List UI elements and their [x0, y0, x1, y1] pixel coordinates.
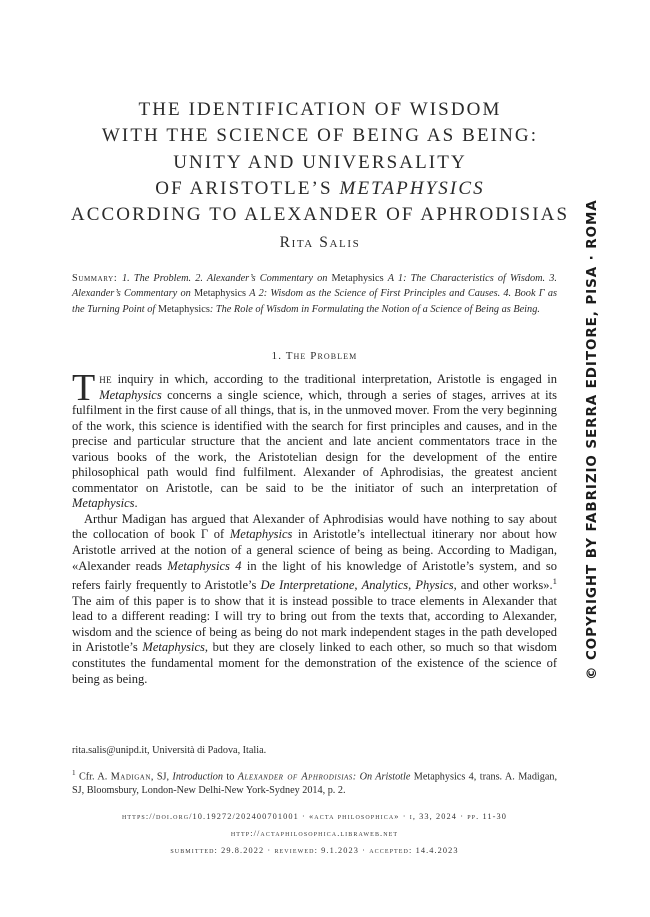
text-run: in Aristotle’s intellectual itinerary nor about how Aristotle arrived at the notion of a general science of being as being. According to Madigan, «Alexander reads: [72, 527, 558, 573]
text-run: Analytics: [361, 578, 409, 593]
text-run: : On Aristotle: [352, 771, 411, 783]
title-line: [40, 176, 600, 202]
text-run: Metaphysics: [229, 527, 293, 542]
text-run: Alexander of Aphrodisias: [237, 771, 353, 783]
text-run: Metaphysics: [142, 640, 205, 655]
title-line: WITH THE SCIENCE OF BEING AS BEING:: [101, 125, 539, 147]
text-run: he: [99, 372, 113, 386]
footnote-marker: 1: [552, 576, 558, 587]
text-run: Physics: [415, 578, 454, 593]
text-run: Cfr. A.: [75, 771, 111, 783]
text-run: .: [134, 496, 138, 511]
title-italic: METAPHYSICS: [339, 177, 485, 199]
text-run: Metaphysics: [331, 273, 388, 284]
title-line: UNITY AND UNIVERSALITY: [173, 151, 467, 173]
drop-cap: T: [72, 367, 96, 409]
copyright-notice: © COPYRIGHT BY FABRIZIO SERRA EDITORE, PISA · ROMA: [584, 199, 600, 680]
affiliation-footnote: rita.salis@unipd.it, Università di Padova, Italia.: [72, 745, 267, 756]
submission-dates: submitted: 29.8.2022 · reviewed: 9.1.2023 · accepted: 14.4.2023: [170, 846, 459, 855]
text-run: Metaphysics: [194, 288, 250, 300]
text-run: Madigan: [110, 771, 151, 783]
footnote-marker: 1: [72, 769, 76, 777]
paragraph: [72, 512, 557, 687]
text-run: Metaphysics: [99, 387, 162, 402]
text-run: Metaphysics: [157, 303, 210, 315]
title-text: OF ARISTOTLE’S: [155, 177, 340, 199]
text-run: The aim of this paper is to show that it is instead possible to trace elements in Alexander that lead to a different reading: I will try to bring out from the texts that, according to Alexander, wisdom and the science of being as being do not mark independent stages in the path developed in Aristotle’s: [72, 593, 557, 655]
text-run: , and other works».: [453, 578, 553, 593]
text-run: concerns a single science, which, through a series of stages, arrives at its fulfilment in the first cause of all things, that is, in the unmoved mover. From the very beginning of the work, this science is identified with the search for first principles and causes, and in the precise and particular structure that the ancient and late ancient commentators trace in the various books of the work, the Aristotelian design for the development of the entire philosophical path would find fulfilment. Alexander of Aphrodisias, the greatest ancient commentator on Aristotle, can be said to be the initiator of such an interpretation of: [72, 387, 557, 495]
text-run: inquiry in which, according to the traditional interpretation, Aristotle is engaged in: [112, 372, 557, 386]
journal-url: http://actaphilosophica.libraweb.net: [230, 829, 399, 838]
text-run: : The Role of Wisdom in Formulating the Notion of a Science of Being as Being.: [209, 303, 540, 315]
title-line: ACCORDING TO ALEXANDER OF APHRODISIAS: [70, 204, 570, 226]
text-run: Metaphysics 4: [167, 558, 242, 573]
author-name: Rita Salis: [279, 234, 361, 251]
article-title: [40, 97, 600, 228]
text-run: Introduction: [172, 771, 223, 783]
footnote-1: [72, 766, 557, 798]
paragraph: [72, 367, 557, 512]
text-run: to: [222, 771, 238, 783]
title-line: THE IDENTIFICATION OF WISDOM: [138, 99, 502, 120]
text-run: in the light of his knowledge of Aristotle’s system, and so refers fairly frequently to Aristotle’s: [72, 558, 558, 593]
section-heading: 1. The Problem: [271, 350, 358, 362]
text-run: Metaphysics: [72, 496, 135, 511]
text-run: Summary:: [72, 273, 123, 284]
text-run: ,: [354, 578, 362, 593]
body-text: [72, 367, 558, 687]
text-run: A 2: Wisdom as the Science of First Principles and Causes. 4. Book Γ as the Turning Point of: [72, 288, 557, 315]
text-run: ,: [408, 578, 416, 593]
text-run: De Interpretatione: [260, 578, 355, 593]
text-run: , but they are closely linked to each other, so much so that wisdom constitutes the fundamental moment for the demonstration of the existence of the science of being as being.: [72, 640, 557, 686]
text-run: , SJ,: [150, 771, 173, 783]
doi-line: https://doi.org/10.19272/202400701001 · «acta philosophica» · i, 33, 2024 · pp. 11-30: [121, 812, 508, 821]
text-run: 1. The Problem. 2. Alexander’s Commentary on: [122, 273, 332, 284]
text-run: Arthur Madigan has argued that Alexander of Aphrodisias would have nothing to say about the collocation of book Γ of: [72, 511, 557, 542]
text-run: Metaphysics 4, trans. A. Madigan, SJ, Bloomsbury, London-New Delhi-New York-Sydney 2014, p. 2.: [72, 771, 558, 797]
text-run: A 1: The Characteristics of Wisdom. 3. Alexander’s Commentary on: [72, 273, 557, 300]
summary: [72, 271, 557, 317]
